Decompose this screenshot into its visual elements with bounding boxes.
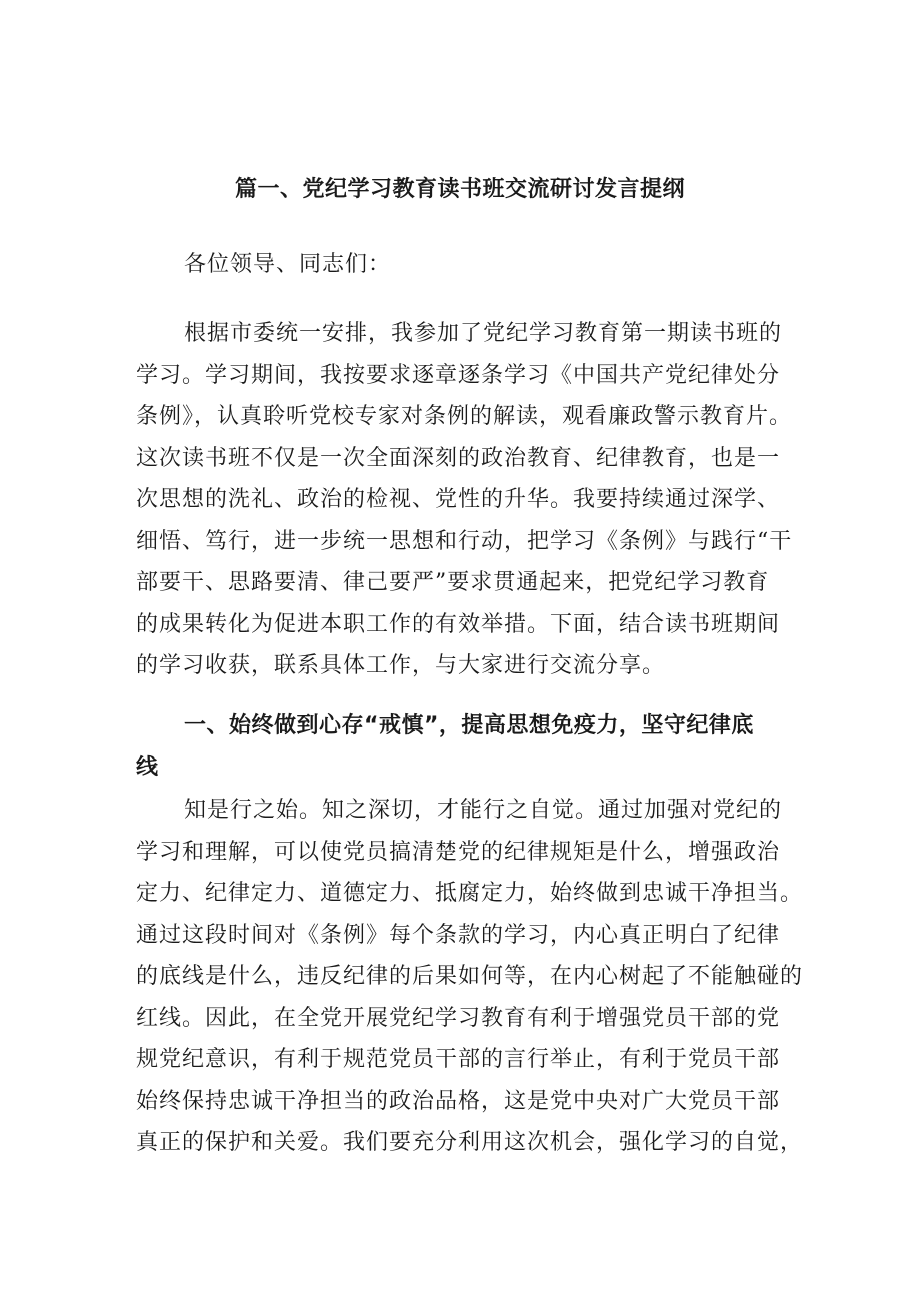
paragraph-line: 定力、纪律定力、道德定力、抵腐定力，始终做到忠诚干净担当。 (136, 881, 804, 906)
paragraph-line: 细悟、笃行，进一步统一思想和行动，把学习《条例》与践行“干 (136, 528, 793, 554)
paragraph-line: 通过这段时间对《条例》每个条款的学习，内心真正明白了纪律 (136, 922, 781, 948)
paragraph-1 (136, 313, 796, 687)
heading-line: 一、始终做到心存“戒慎”，提高思想免疫力，坚守纪律底 (184, 713, 754, 738)
paragraph-line: 学习和理解，可以使党员搞清楚党的纪律规矩是什么，增强政治 (136, 839, 781, 865)
salutation: 各位领导、同志们： (184, 252, 392, 277)
paragraph-line: 部要干、思路要清、律己要严”要求贯通起来，把党纪学习教育 (136, 570, 770, 595)
paragraph-line: 的底线是什么，违反纪律的后果如何等，在内心树起了不能触碰的 (136, 964, 804, 989)
paragraph-line: 的学习收获，联系具体工作，与大家进行交流分享。 (136, 653, 666, 678)
paragraph-line: 真正的保护和关爱。我们要充分利用这次机会，强化学习的自觉， (136, 1130, 804, 1155)
paragraph-line: 条例》，认真聆听党校专家对条例的解读，观看廉政警示教育片。 (136, 404, 793, 429)
paragraph-line: 规党纪意识，有利于规范党员干部的言行举止，有利于党员干部 (136, 1047, 781, 1072)
paragraph-line: 根据市委统一安排，我参加了党纪学习教育第一期读书班的 (184, 321, 783, 346)
paragraph-line: 始终保持忠诚干净担当的政治品格，这是党中央对广大党员干部 (136, 1088, 781, 1114)
paragraph-line: 红线。因此，在全党开展党纪学习教育有利于增强党员干部的党 (136, 1005, 781, 1031)
heading-line: 线 (136, 755, 159, 780)
paragraph-line: 知是行之始。知之深切，才能行之自觉。通过加强对党纪的 (184, 798, 783, 823)
paragraph-line: 这次读书班不仅是一次全面深刻的政治教育、纪律教育，也是一 (136, 445, 781, 471)
section-heading-1 (136, 705, 796, 789)
paragraph-line: 的成果转化为促进本职工作的有效举措。下面，结合读书班期间 (136, 611, 781, 637)
paragraph-line: 学习。学习期间，我按要求逐章逐条学习《中国共产党纪律处分 (136, 362, 781, 388)
page-title: 篇一、党纪学习教育读书班交流研讨发言提纲 (234, 177, 685, 202)
paragraph-line: 次思想的洗礼、政治的检视、党性的升华。我要持续通过深学、 (136, 487, 781, 512)
paragraph-2 (136, 790, 804, 1164)
salutation-block (136, 244, 796, 286)
